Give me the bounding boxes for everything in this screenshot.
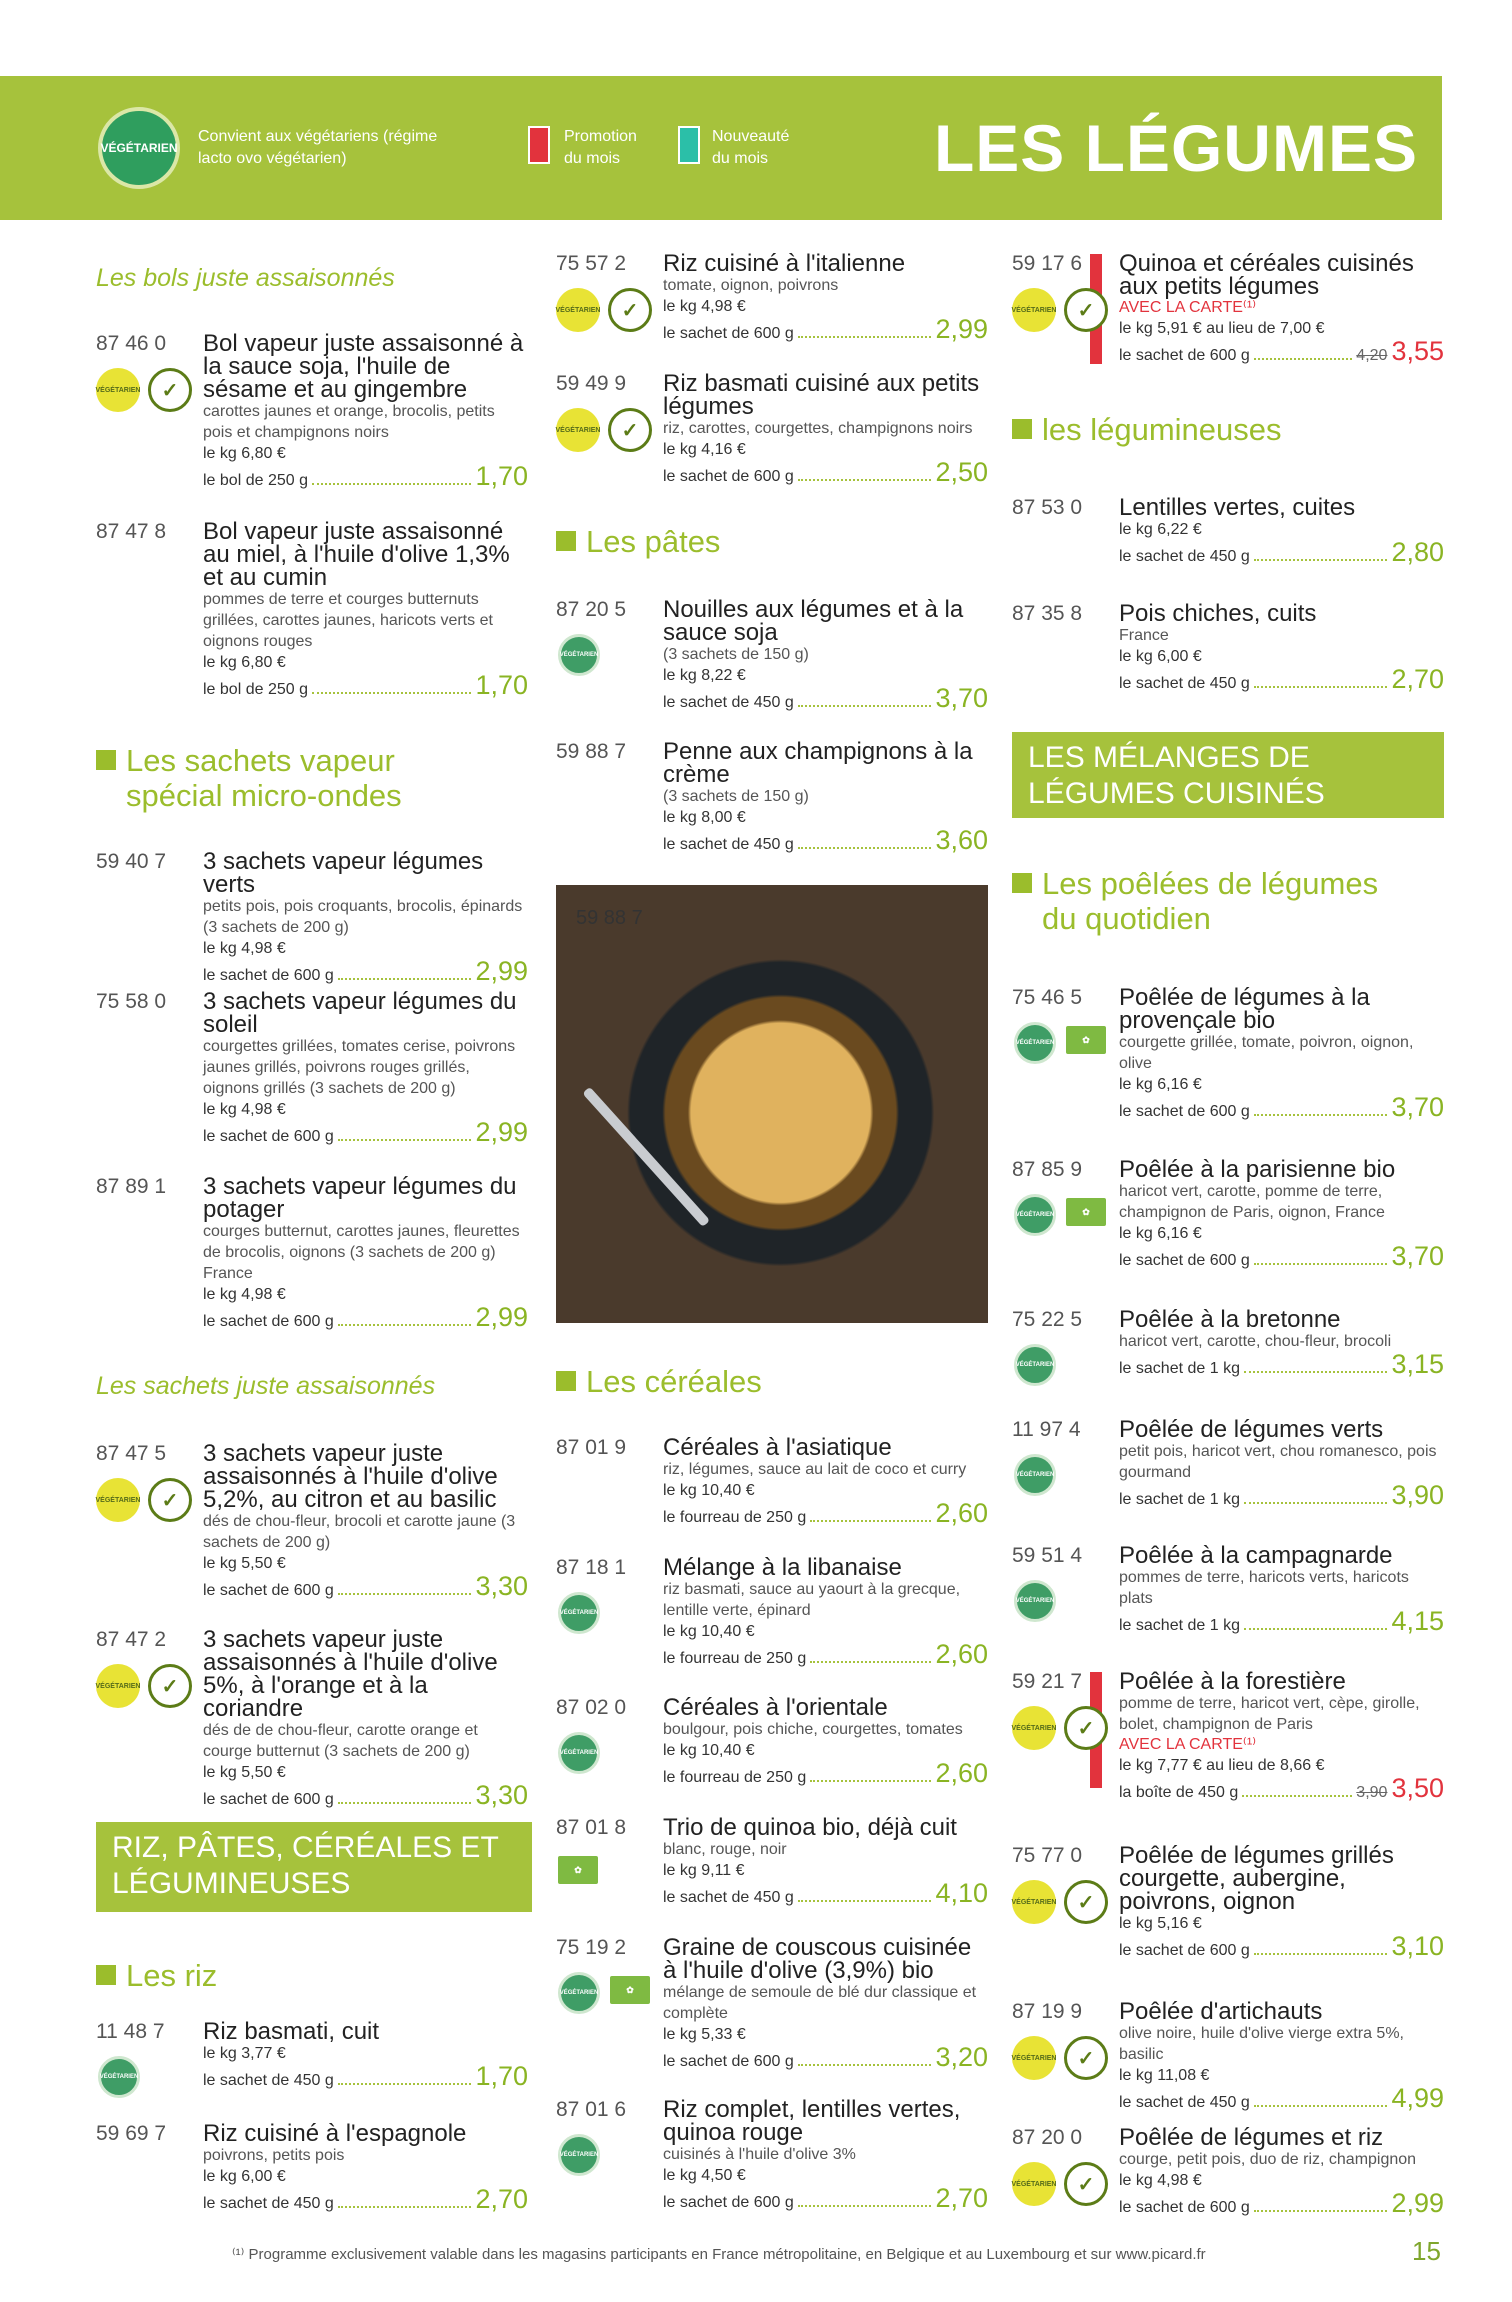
vegetarian-icon: VÉGÉTARIEN [96, 1664, 140, 1708]
product-name: Poêlée à la forestière [1119, 1668, 1346, 1695]
product-code: 87 20 0 [1012, 2126, 1083, 2149]
page-title: LES LÉGUMES [933, 111, 1418, 185]
price: 4,99 [1391, 2083, 1444, 2113]
price: 3,90 [1391, 1480, 1444, 1510]
product-item [96, 2018, 528, 2091]
product-item [95, 330, 528, 491]
vegetarian-icon: VÉGÉTARIEN [558, 2134, 600, 2176]
vegetarian-icon: VÉGÉTARIEN [556, 408, 600, 452]
product-desc: petits pois, pois croquants, brocolis, épinards (3 sachets de 200 g) [203, 898, 523, 936]
price-per-kg: le kg 6,00 € [203, 2168, 286, 2185]
product-desc: haricot vert, carotte, pomme de terre, champignon de Paris, oignon, France [1119, 1183, 1385, 1221]
product-code: 11 48 7 [96, 2020, 165, 2043]
product-code: 87 85 9 [1012, 1158, 1083, 1181]
product-name: Poêlée de légumes et riz [1119, 2124, 1384, 2151]
product-code: 87 01 6 [556, 2098, 627, 2121]
bio-leaf-icon: ✿ [558, 1856, 598, 1884]
product-desc: (3 sachets de 150 g) [663, 788, 809, 805]
price-per-kg: le kg 6,80 € [203, 654, 286, 671]
product-name: Poêlée d'artichauts [1119, 1998, 1323, 2025]
product-item [1011, 1998, 1444, 2113]
unit: le sachet de 600 g [663, 2053, 794, 2070]
product-item [96, 848, 528, 986]
product-desc: France [1119, 627, 1169, 644]
price: 2,99 [1391, 2188, 1444, 2218]
unit: le sachet de 600 g [663, 2194, 794, 2211]
price: 2,60 [935, 1498, 988, 1528]
section-heading: Les riz [96, 1958, 217, 1993]
price: 2,50 [935, 457, 988, 487]
product-name: Riz basmati cuisiné aux petits légumes [663, 370, 980, 420]
price-per-kg: le kg 5,16 € [1119, 1915, 1202, 1932]
unit: le sachet de 450 g [663, 1889, 794, 1906]
product-item [95, 1440, 528, 1601]
price: 3,30 [475, 1780, 528, 1810]
product-desc: blanc, rouge, noir [663, 1841, 787, 1858]
unit: le sachet de 600 g [203, 1791, 334, 1808]
price: 2,99 [475, 956, 528, 986]
vegetarian-icon: VÉGÉTARIEN [1014, 1580, 1056, 1622]
unit: le fourreau de 250 g [663, 1769, 807, 1786]
product-item [1012, 600, 1444, 694]
product-code: 75 58 0 [96, 990, 167, 1013]
product-item [556, 1434, 988, 1528]
category-heading: Les bols juste assaisonnés [96, 264, 395, 292]
product-name: Poêlée à la parisienne bio [1119, 1156, 1396, 1183]
price: 1,70 [475, 670, 528, 700]
product-code: 11 97 4 [1012, 1418, 1081, 1441]
unit: le sachet de 1 kg [1119, 1491, 1240, 1508]
price-per-kg: le kg 4,16 € [663, 441, 746, 458]
unit: le bol de 250 g [203, 681, 308, 698]
vegetarian-icon: VÉGÉTARIEN [556, 288, 600, 332]
old-price: 4,20 [1356, 347, 1388, 364]
product-code: 87 47 2 [96, 1628, 167, 1651]
new-swatch [678, 126, 700, 164]
penne-photo [556, 885, 988, 1323]
footnote: ⁽¹⁾ Programme exclusivement valable dans les magasins participants en France métropolitaine, en Belgique et au Luxembourg et sur www.picard.fr [232, 2246, 1206, 2263]
vegetarian-icon: VÉGÉTARIEN [1014, 1194, 1056, 1236]
product-desc: riz basmati, sauce au yaourt à la grecque, lentille verte, épinard [663, 1581, 961, 1619]
product-name: Pois chiches, cuits [1119, 600, 1317, 627]
vegetarian-icon: VÉGÉTARIEN [98, 2056, 140, 2098]
price-per-kg: le kg 6,16 € [1119, 1076, 1202, 1093]
product-code: 59 49 9 [556, 372, 627, 395]
product-code: 87 18 1 [556, 1556, 627, 1579]
product-item [556, 1554, 988, 1669]
product-item [556, 2096, 988, 2213]
price: 3,15 [1391, 1349, 1444, 1379]
unit: le sachet de 450 g [1119, 548, 1250, 565]
unit: le sachet de 1 kg [1119, 1360, 1240, 1377]
product-name: Penne aux champignons à la crème [663, 738, 973, 788]
product-desc: boulgour, pois chiche, courgettes, tomates [663, 1721, 963, 1738]
category-heading: Les sachets juste assaisonnés [96, 1372, 436, 1400]
unit: le sachet de 600 g [1119, 347, 1250, 364]
product-name: 3 sachets vapeur légumes verts [203, 848, 484, 898]
product-code: 75 46 5 [1012, 986, 1083, 1009]
vegan-icon: ✓ [1064, 2036, 1108, 2080]
section-box: LES MÉLANGES DE LÉGUMES CUISINÉS [1012, 732, 1444, 818]
product-desc: cuisinés à l'huile d'olive 3% [663, 2146, 856, 2163]
bio-leaf-icon: ✿ [1066, 1026, 1106, 1054]
unit: le sachet de 450 g [1119, 675, 1250, 692]
card-offer: AVEC LA CARTE⁽¹⁾ [1119, 299, 1257, 316]
product-item [96, 1173, 528, 1332]
vegan-icon: ✓ [1064, 288, 1108, 332]
product-item [1011, 250, 1444, 366]
legend-vegetarian: Convient aux végétariens (régime lacto ovo végétarien) [198, 128, 438, 167]
price-per-kg: le kg 4,98 € [663, 298, 746, 315]
vegan-icon: ✓ [1064, 2162, 1108, 2206]
unit: le sachet de 600 g [1119, 1942, 1250, 1959]
product-name: Graine de couscous cuisinée à l'huile d'olive (3,9%) bio [663, 1934, 972, 1984]
product-name: Lentilles vertes, cuites [1119, 494, 1356, 521]
product-name: 3 sachets vapeur juste assaisonnés à l'huile d'olive 5%, à l'orange et à la coriandre [203, 1626, 498, 1722]
vegetarian-icon: VÉGÉTARIEN [1012, 2036, 1056, 2080]
price-per-kg: le kg 8,22 € [663, 667, 746, 684]
vegan-icon: ✓ [608, 288, 652, 332]
unit: le sachet de 600 g [1119, 1103, 1250, 1120]
product-name: Poêlée de légumes à la provençale bio [1119, 984, 1370, 1034]
price: 3,70 [1391, 1241, 1444, 1271]
bio-leaf-icon: ✿ [610, 1976, 650, 2004]
vegetarian-badge-icon: VÉGÉTARIEN [98, 107, 180, 189]
product-desc: poivrons, petits pois [203, 2147, 345, 2164]
unit: le fourreau de 250 g [663, 1509, 807, 1526]
vegetarian-icon: VÉGÉTARIEN [1014, 1454, 1056, 1496]
price-per-kg: le kg 5,50 € [203, 1764, 286, 1781]
section-heading: Les sachets vapeur spécial micro-ondes [96, 743, 402, 813]
price: 3,70 [935, 683, 988, 713]
product-name: Quinoa et céréales cuisinés aux petits légumes [1119, 250, 1414, 300]
price: 3,30 [475, 1571, 528, 1601]
price: 1,70 [475, 2061, 528, 2091]
unit: le sachet de 450 g [1119, 2094, 1250, 2111]
vegetarian-icon: VÉGÉTARIEN [96, 1478, 140, 1522]
product-code: 59 69 7 [96, 2122, 167, 2145]
product-name: Poêlée à la campagnarde [1119, 1542, 1393, 1569]
price: 2,99 [475, 1117, 528, 1147]
product-item [1011, 1668, 1444, 1803]
unit: le sachet de 450 g [203, 2195, 334, 2212]
vegetarian-icon: VÉGÉTARIEN [558, 1732, 600, 1774]
product-code: 87 46 0 [96, 332, 167, 355]
product-item [1012, 1156, 1444, 1271]
price-per-kg: le kg 5,33 € [663, 2026, 746, 2043]
product-desc: courge, petit pois, duo de riz, champignon [1119, 2151, 1417, 2168]
promo-swatch [528, 126, 550, 164]
vegan-icon: ✓ [148, 1478, 192, 1522]
price: 4,10 [935, 1878, 988, 1908]
section-heading: Les céréales [556, 1364, 762, 1399]
product-item [555, 250, 988, 344]
unit: le sachet de 600 g [203, 967, 334, 984]
unit: le sachet de 600 g [1119, 2199, 1250, 2216]
unit: le sachet de 600 g [663, 325, 794, 342]
product-name: Céréales à l'orientale [663, 1694, 888, 1721]
vegetarian-icon: VÉGÉTARIEN [558, 1592, 600, 1634]
product-code: 87 47 8 [96, 520, 167, 543]
legend-promo: Promotion du mois [564, 128, 637, 167]
product-code: 87 53 0 [1012, 496, 1083, 519]
product-desc: courgette grillée, tomate, poivron, oignon, olive [1119, 1034, 1414, 1072]
price: 2,70 [935, 2183, 988, 2213]
product-desc: tomate, oignon, poivrons [663, 277, 839, 294]
section-heading: Les poêlées de légumes du quotidien [1012, 866, 1378, 936]
product-code: 87 01 9 [556, 1436, 627, 1459]
price: 2,80 [1391, 537, 1444, 567]
section-heading: les légumineuses [1012, 412, 1282, 447]
product-name: 3 sachets vapeur légumes du potager [203, 1173, 517, 1223]
price-per-kg: le kg 6,16 € [1119, 1225, 1202, 1242]
unit: le sachet de 600 g [203, 1313, 334, 1330]
section-box: RIZ, PÂTES, CÉRÉALES ET LÉGUMINEUSES [96, 1822, 532, 1912]
vegetarian-icon: VÉGÉTARIEN [1012, 2162, 1056, 2206]
vegan-icon: ✓ [148, 368, 192, 412]
price: 3,60 [935, 825, 988, 855]
product-code: 75 19 2 [556, 1936, 627, 1959]
vegetarian-icon: VÉGÉTARIEN [558, 634, 600, 676]
product-name: Mélange à la libanaise [663, 1554, 902, 1581]
product-name: Riz complet, lentilles vertes, quinoa rouge [663, 2096, 961, 2146]
vegetarian-icon: VÉGÉTARIEN [96, 368, 140, 412]
product-name: Poêlée à la bretonne [1119, 1306, 1341, 1333]
product-code: 75 57 2 [556, 252, 627, 275]
product-item [556, 1814, 988, 1908]
price-per-kg: le kg 10,40 € [663, 1742, 755, 1759]
product-name: Poêlée de légumes verts [1119, 1416, 1384, 1443]
price-per-kg: le kg 9,11 € [663, 1862, 745, 1879]
vegetarian-icon: VÉGÉTARIEN [558, 1972, 600, 2014]
product-item [556, 738, 988, 855]
card-offer: AVEC LA CARTE⁽¹⁾ [1119, 1736, 1257, 1753]
price-per-kg: le kg 5,50 € [203, 1555, 286, 1572]
product-item [556, 1934, 988, 2072]
price-per-kg: le kg 3,77 € [203, 2045, 286, 2062]
product-code: 87 89 1 [96, 1175, 167, 1198]
price: 2,70 [1391, 664, 1444, 694]
photo-label: 59 88 7 [576, 907, 643, 929]
product-item [556, 596, 988, 713]
vegetarian-icon: VÉGÉTARIEN [1014, 1022, 1056, 1064]
product-desc: courgettes grillées, tomates cerise, poivrons jaunes grillés, poivrons rouges grillés, oignons grillés (3 sachets de 200 g) [203, 1038, 516, 1097]
fork-icon [582, 1087, 710, 1227]
price-per-kg: le kg 8,00 € [663, 809, 746, 826]
price-per-kg: le kg 7,77 € au lieu de 8,66 € [1119, 1757, 1325, 1774]
product-code: 59 40 7 [96, 850, 167, 873]
price-per-kg: le kg 6,00 € [1119, 648, 1202, 665]
product-item [96, 518, 528, 700]
vegan-icon: ✓ [148, 1664, 192, 1708]
product-name: 3 sachets vapeur juste assaisonnés à l'huile d'olive 5,2%, au citron et au basilic [203, 1440, 498, 1513]
price: 3,70 [1391, 1092, 1444, 1122]
product-name: Riz cuisiné à l'espagnole [203, 2120, 467, 2147]
product-code: 59 17 6 [1012, 252, 1083, 275]
unit: la boîte de 450 g [1119, 1784, 1239, 1801]
price: 2,99 [935, 314, 988, 344]
product-code: 59 21 7 [1012, 1670, 1083, 1693]
price-per-kg: le kg 4,98 € [203, 1101, 286, 1118]
product-code: 75 22 5 [1012, 1308, 1083, 1331]
price: 3,10 [1391, 1931, 1444, 1961]
price: 2,70 [475, 2184, 528, 2214]
product-name: Bol vapeur juste assaisonné à la sauce soja, l'huile de sésame et au gingembre [203, 330, 524, 403]
price-per-kg: le kg 4,98 € [203, 1286, 286, 1303]
product-name: Céréales à l'asiatique [663, 1434, 892, 1461]
product-item [556, 1694, 988, 1788]
product-code: 75 77 0 [1012, 1844, 1083, 1867]
product-desc: haricot vert, carotte, chou-fleur, brocoli [1119, 1333, 1392, 1350]
bio-leaf-icon: ✿ [1066, 1198, 1106, 1226]
unit: le sachet de 600 g [1119, 1252, 1250, 1269]
price-per-kg: le kg 5,91 € au lieu de 7,00 € [1119, 320, 1325, 337]
product-code: 87 19 9 [1012, 2000, 1083, 2023]
product-code: 59 88 7 [556, 740, 627, 763]
product-name: Bol vapeur juste assaisonné au miel, à l'huile d'olive 1,3% et au cumin [203, 518, 510, 591]
vegetarian-icon: VÉGÉTARIEN [1014, 1344, 1056, 1386]
product-code: 87 20 5 [556, 598, 627, 621]
product-item [555, 370, 988, 487]
price-per-kg: le kg 6,22 € [1119, 521, 1202, 538]
unit: le sachet de 600 g [663, 468, 794, 485]
price: 3,20 [935, 2042, 988, 2072]
unit: le sachet de 600 g [203, 1582, 334, 1599]
product-name: Trio de quinoa bio, déjà cuit [663, 1814, 957, 1841]
unit: le sachet de 450 g [663, 836, 794, 853]
vegetarian-icon: VÉGÉTARIEN [1012, 1706, 1056, 1750]
vegan-icon: ✓ [1064, 1706, 1108, 1750]
section-heading: Les pâtes [556, 524, 720, 559]
vegan-icon: ✓ [608, 408, 652, 452]
unit: le bol de 250 g [203, 472, 308, 489]
product-desc: riz, carottes, courgettes, champignons noirs [663, 420, 973, 437]
product-code: 87 02 0 [556, 1696, 627, 1719]
legend-new: Nouveauté du mois [712, 128, 790, 167]
product-name: Riz basmati, cuit [203, 2018, 380, 2045]
price-per-kg: le kg 10,40 € [663, 1482, 755, 1499]
price-per-kg: le kg 4,98 € [1119, 2172, 1202, 2189]
product-item [1012, 494, 1444, 567]
product-code: 87 35 8 [1012, 602, 1083, 625]
product-desc: petit pois, haricot vert, chou romanesco, pois gourmand [1119, 1443, 1437, 1481]
product-desc: pomme de terre, haricot vert, cèpe, girolle, bolet, champignon de Paris [1119, 1695, 1420, 1733]
product-desc: dés de chou-fleur, brocoli et carotte jaune (3 sachets de 200 g) [203, 1513, 516, 1551]
unit: le sachet de 450 g [203, 2072, 334, 2089]
price-per-kg: le kg 4,98 € [203, 940, 286, 957]
product-desc: courges butternut, carottes jaunes, fleurettes de brocolis, oignons (3 sachets de 200 g) France [203, 1223, 520, 1282]
old-price: 3,90 [1356, 1784, 1388, 1801]
page-number: 15 [1412, 2236, 1441, 2266]
price: 3,50 [1391, 1773, 1444, 1803]
price-per-kg: le kg 11,08 € [1119, 2067, 1210, 2084]
product-code: 87 47 5 [96, 1442, 167, 1465]
product-item [1012, 984, 1444, 1122]
unit: le sachet de 1 kg [1119, 1617, 1240, 1634]
product-item [1011, 2124, 1444, 2218]
product-desc: riz, légumes, sauce au lait de coco et curry [663, 1461, 967, 1478]
price-per-kg: le kg 6,80 € [203, 445, 286, 462]
price: 4,15 [1391, 1606, 1444, 1636]
product-desc: carottes jaunes et orange, brocolis, petits pois et champignons noirs [203, 403, 495, 441]
product-item [96, 2120, 528, 2214]
product-name: Riz cuisiné à l'italienne [663, 250, 906, 277]
product-name: Poêlée de légumes grillés courgette, aubergine, poivrons, oignon [1119, 1842, 1394, 1915]
vegetarian-icon: VÉGÉTARIEN [1012, 1880, 1056, 1924]
product-desc: (3 sachets de 150 g) [663, 646, 809, 663]
product-item [96, 988, 528, 1147]
product-code: 87 01 8 [556, 1816, 627, 1839]
product-item [1012, 1306, 1444, 1379]
vegetarian-icon: VÉGÉTARIEN [1012, 288, 1056, 332]
product-desc: mélange de semoule de blé dur classique et complète [663, 1984, 977, 2022]
unit: le fourreau de 250 g [663, 1650, 807, 1667]
product-desc: olive noire, huile d'olive vierge extra 5%, basilic [1119, 2025, 1404, 2063]
price: 2,60 [935, 1758, 988, 1788]
price-per-kg: le kg 10,40 € [663, 1623, 755, 1640]
product-desc: pommes de terre, haricots verts, haricots plats [1119, 1569, 1409, 1607]
price: 1,70 [475, 461, 528, 491]
product-item [95, 1626, 528, 1810]
product-desc: pommes de terre et courges butternuts grillées, carottes jaunes, haricots verts et oignons rouges [203, 591, 493, 650]
product-item [1012, 1542, 1444, 1636]
vegan-icon: ✓ [1064, 1880, 1108, 1924]
price: 2,60 [935, 1639, 988, 1669]
unit: le sachet de 600 g [203, 1128, 334, 1145]
product-desc: dés de de chou-fleur, carotte orange et courge butternut (3 sachets de 200 g) [203, 1722, 478, 1760]
product-name: 3 sachets vapeur légumes du soleil [203, 988, 517, 1038]
price-per-kg: le kg 4,50 € [663, 2167, 746, 2184]
product-name: Nouilles aux légumes et à la sauce soja [663, 596, 964, 646]
unit: le sachet de 450 g [663, 694, 794, 711]
price: 2,99 [475, 1302, 528, 1332]
price: 3,55 [1391, 336, 1444, 366]
product-code: 59 51 4 [1012, 1544, 1083, 1567]
product-item [1011, 1842, 1444, 1961]
product-item [1012, 1416, 1444, 1510]
